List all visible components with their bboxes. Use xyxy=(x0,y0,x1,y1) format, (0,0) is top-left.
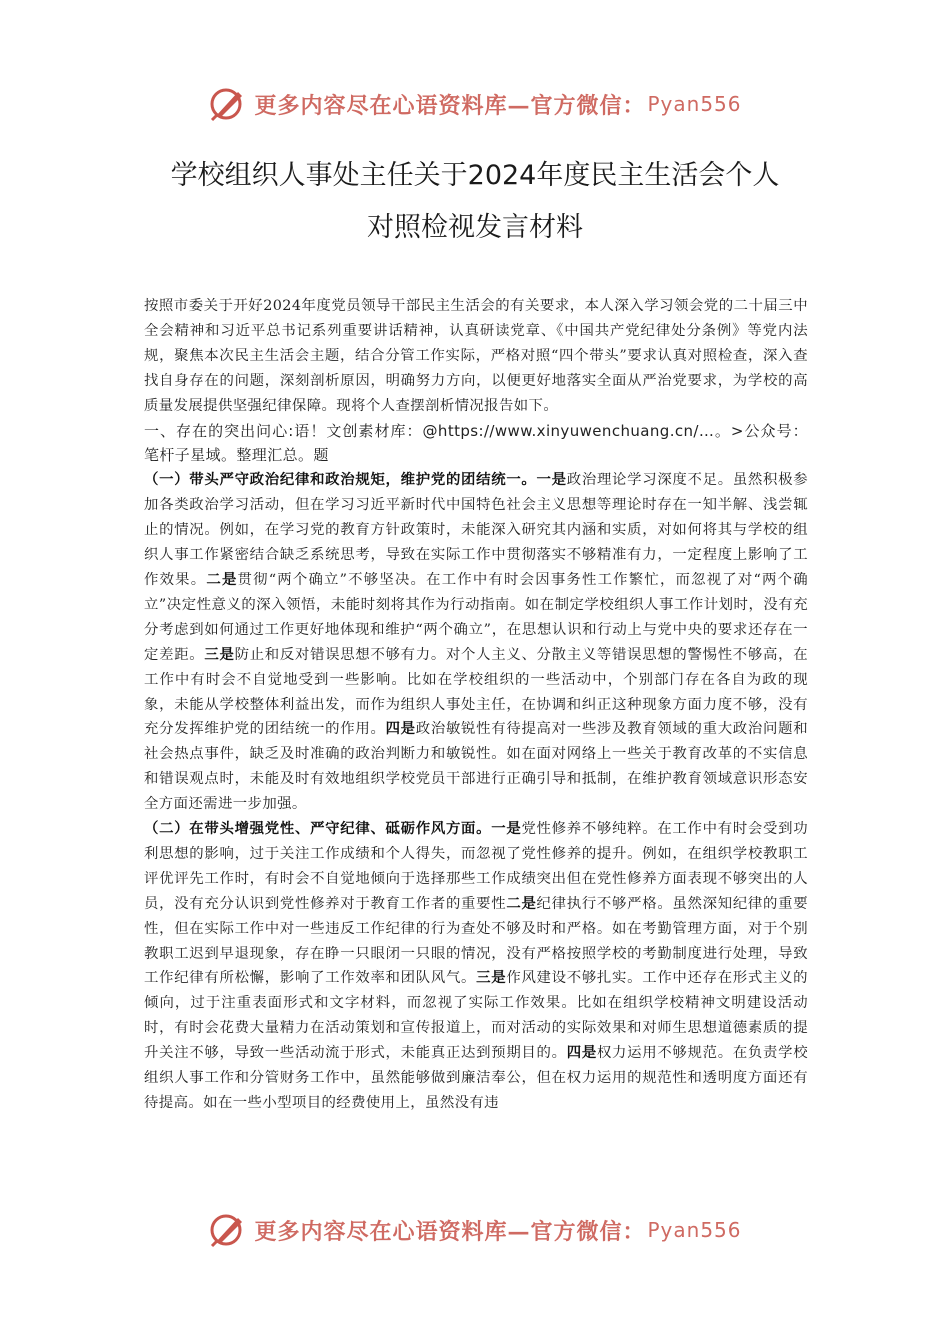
part-2-label-2: 二是 xyxy=(506,894,537,912)
part-1-text-2: 贯彻“两个确立”不够坚决。在工作中有时会因事务性工作繁忙，而忽视了对“两个确立”决定性意义的深入领悟，未能时刻将其作为行动指南。如在制定学校组织人事工作计划时，没有充分考虑到如何通过工作更好地体现和维护“两个确立”，在思想认识和行动上与党中央的要求还存在一定差距。 xyxy=(144,571,808,663)
part-2-label-4: 四是 xyxy=(566,1044,597,1062)
intro-paragraph: 按照市委关于开好2024年度党员领导干部民主生活会的有关要求，本人深入学习领会党的二十届三中全会精神和习近平总书记系列重要讲话精神，认真研读党章、《中国共产党纪律处分条例》等党内法规，聚焦本次民主生活会主题，结合分管工作实际，严格对照“四个带头”要求认真对照检查，深入查找自身存在的问题，深刻剖析原因，明确努力方向，以便更好地落实全面从严治党要求，为学校的高质量发展提供坚强纪律保障。现将个人查摆剖析情况报告如下。 xyxy=(144,298,808,414)
document-title xyxy=(110,150,840,254)
watermark-text: 更多内容尽在心语资料库—官方微信： xyxy=(254,1218,646,1245)
part-1-label-1: 一是 xyxy=(536,471,567,489)
part-1-label-2: 二是 xyxy=(206,570,238,588)
part-2-text-1: 党性修养不够纯粹。在工作中有时会受到功利思想的影响，过于关注工作成绩和个人得失，而忽视了党性修养的提升。例如，在组织学校教职工评优评先工作时，有时会不自觉地倾向于选择那些工作成绩突出但在党性修养方面表现不够突出的人员，没有充分认识到党性修养对于教育工作者的重要性 xyxy=(144,821,808,912)
part-2-label-3: 三是 xyxy=(476,969,507,987)
part-2-text-2: 纪律执行不够严格。虽然深知纪律的重要性，但在实际工作中对一些违反工作纪律的行为查处不够及时和严格。如在考勤管理方面，对于个别教职工迟到早退现象，存在睁一只眼闭一只眼的情况，没有严格按照学校的考勤制度进行处理，导致工作纪律有所松懈，影响了工作效率和团队风气。 xyxy=(144,895,808,987)
title-line-1: 学校组织人事处主任关于2024年度民主生活会个人 xyxy=(170,160,780,191)
part-2-heading: （二）在带头增强党性、严守纪律、砥砺作风方面。 xyxy=(144,820,492,838)
title-line-2: 对照检视发言材料 xyxy=(367,212,583,243)
part-1-text-1: 政治理论学习深度不足。虽然积极参加各类政治学习活动，但在学习习近平新时代中国特色社会主义思想等理论时存在一知半解、浅尝辄止的情况。例如，在学习党的教育方针政策时，未能深入研究其内涵和实质，对如何将其与学校的组织人事工作紧密结合缺乏系统思考，导致在实际工作中贯彻落实不够精准有力，一定程度上影响了工作效果。 xyxy=(144,472,809,588)
document-body xyxy=(144,294,808,1116)
pen-logo-icon xyxy=(208,84,248,124)
part-2-text-3: 作风建设不够扎实。工作中还存在形式主义的倾向，过于注重表面形式和文字材料，而忽视了实际工作效果。比如在组织学校精神文明建设活动时，有时会花费大量精力在活动策划和宣传报道上，而对活动的实际效果和对师生思想道德素质的提升关注不够，导致一些活动流于形式，未能真正达到预期目的。 xyxy=(144,970,808,1062)
part-1-heading: （一）带头严守政治纪律和政治规矩，维护党的团结统一。 xyxy=(144,471,537,489)
watermark-text: 更多内容尽在心语资料库—官方微信： xyxy=(254,92,646,119)
pen-logo-icon xyxy=(208,1210,248,1250)
watermark-banner-top xyxy=(0,84,950,124)
part-2-paragraph xyxy=(144,817,808,1116)
part-1-paragraph xyxy=(144,468,808,817)
part-1-text-3: 防止和反对错误思想不够有力。对个人主义、分散主义等错误思想的警惕性不够高，在工作中有时会不自觉地受到一些影响。比如在学校组织的一些活动中，个别部门存在各自为政的现象，未能从学校整体利益出发，而作为组织人事处主任，在协调和纠正这种现象方面力度不够，没有充分发挥维护党的团结统一的作用。 xyxy=(144,646,808,738)
section-1-heading: 一、存在的突出问心:语！文创素材库：@https://www.xinyuwenchuang.cn/…。>公众号：笔杆子星域。整理汇总。题 xyxy=(144,421,808,465)
part-2-label-1: 一是 xyxy=(491,820,522,838)
watermark-wechat: Pyan556 xyxy=(647,92,742,116)
part-1-text-4: 政治敏锐性有待提高对一些涉及教育领域的重大政治问题和社会热点事件，缺乏及时准确的政治判断力和敏锐性。如在面对网络上一些关于教育改革的不实信息和错误观点时，未能及时有效地组织学校党员干部进行正确引导和抵制，在维护教育领域意识形态安全方面还需进一步加强。 xyxy=(144,721,808,813)
watermark-wechat: Pyan556 xyxy=(647,1218,742,1242)
part-1-label-4: 四是 xyxy=(385,720,416,738)
part-1-label-3: 三是 xyxy=(204,645,235,663)
watermark-banner-bottom xyxy=(0,1210,950,1250)
part-2-text-4: 权力运用不够规范。在负责学校组织人事工作和分管财务工作中，虽然能够做到廉洁奉公，但在权力运用的规范性和透明度方面还有待提高。如在一些小型项目的经费使用上，虽然没有违 xyxy=(144,1045,808,1111)
